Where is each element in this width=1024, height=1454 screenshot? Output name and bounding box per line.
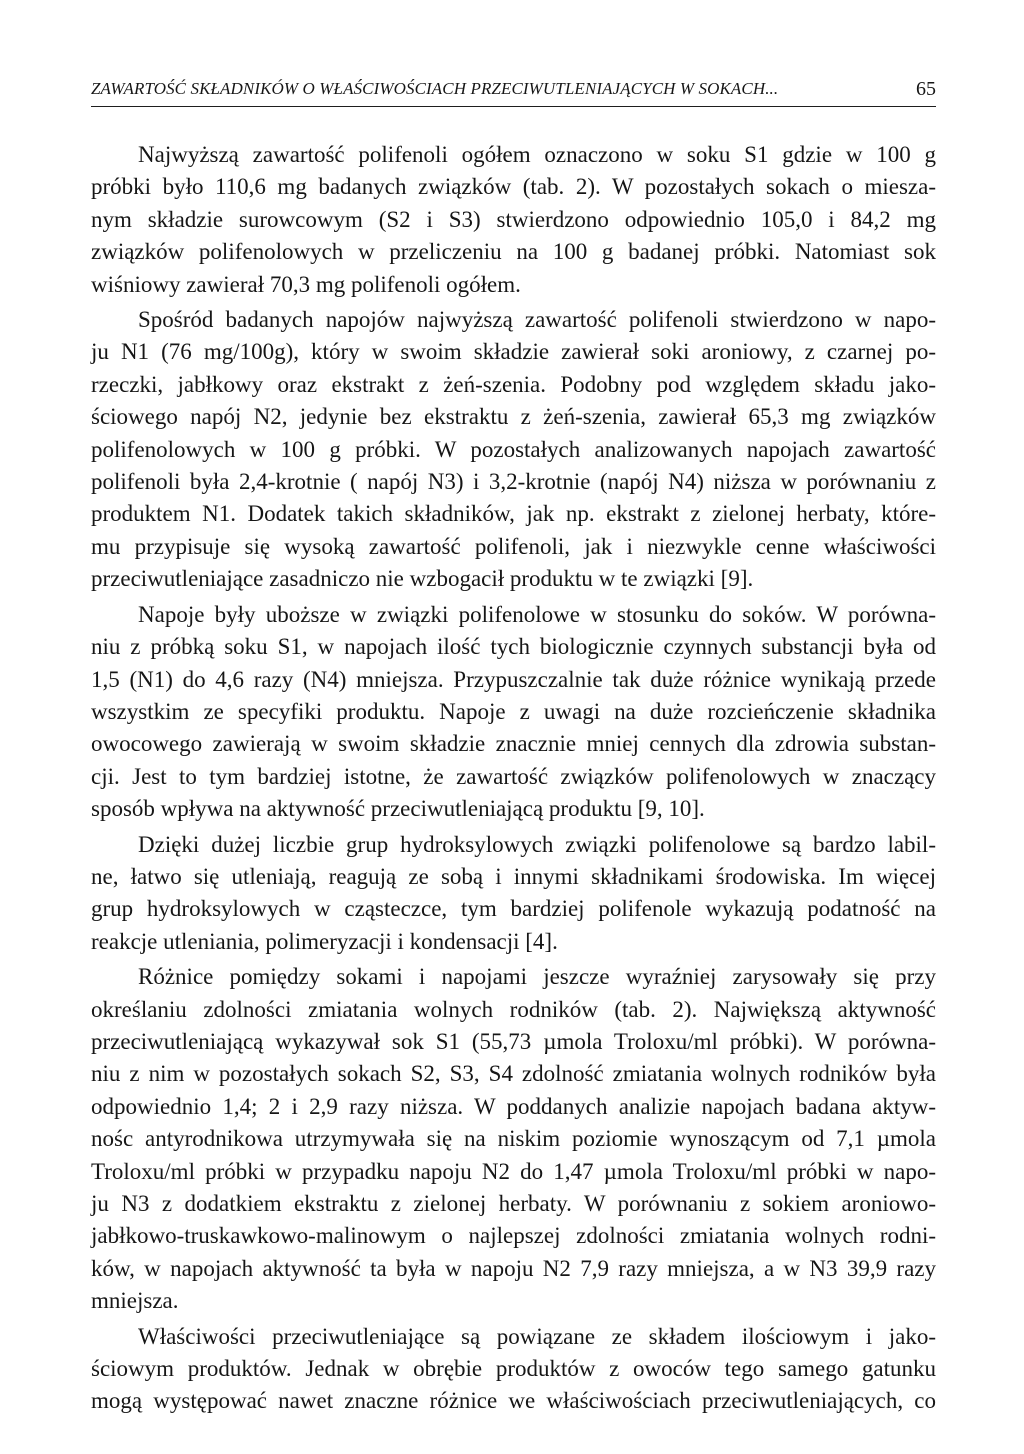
text-line: ściowego napój N2, jedynie bez ekstraktu z żeń-szenia, zawierał 65,3 mg związków: [91, 404, 936, 430]
text-line: sposób wpływa na aktywność przeciwutleniającą produktu [9, 10].: [91, 796, 705, 822]
text-line: ków, w napojach aktywność ta była w napoju N2 7,9 razy mniejsza, a w N3 39,9 razy: [91, 1255, 936, 1281]
paragraph: [91, 599, 936, 826]
text-line: Różnice pomiędzy sokami i napojami jeszcze wyraźniej zarysowały się przy: [138, 964, 936, 990]
paragraph: [91, 1321, 936, 1418]
page-number: 65: [916, 78, 936, 100]
running-header: [91, 76, 936, 106]
paragraph: [91, 829, 936, 959]
text-line: odpowiednio 1,4; 2 i 2,9 razy niższa. W poddanych analizie napojach badana aktyw-: [91, 1093, 936, 1119]
text-line: ściowym produktów. Jednak w obrębie produktów z owoców tego samego gatunku: [91, 1356, 936, 1382]
paragraph: [91, 961, 936, 1317]
text-line: Troloxu/ml próbki w przypadku napoju N2 do 1,47 µmola Troloxu/ml próbki w napo-: [91, 1158, 936, 1184]
text-line: ju N3 z dodatkiem ekstraktu z zielonej herbaty. W porównaniu z sokiem aroniowo-: [91, 1191, 936, 1216]
text-line: grup hydroksylowych w cząsteczce, tym bardziej polifenole wykazują podatność na: [91, 896, 936, 922]
text-line: związków polifenolowych w przeliczeniu na 100 g badanej próbki. Natomiast sok: [91, 239, 936, 265]
text-line: mu przypisuje się wysoką zawartość polifenoli, jak i niezwykle cenne właściwości: [91, 533, 936, 559]
paragraph: [91, 304, 936, 596]
text-line: przeciwutleniające zasadniczo nie wzbogacił produktu w te związki [9].: [91, 566, 754, 592]
text-line: określaniu zdolności zmiatania wolnych rodników (tab. 2). Największą aktywność: [91, 996, 936, 1022]
header-rule: [91, 106, 936, 107]
text-line: nośc antyrodnikowa utrzymywała się na niskim poziomie wynoszącym od 7,1 µmola: [91, 1126, 936, 1152]
text-line: reakcje utleniania, polimeryzacji i kondensacji [4].: [91, 928, 558, 954]
text-line: Napoje były uboższe w związki polifenolowe w stosunku do soków. W porówna-: [138, 601, 936, 627]
text-line: wiśniowy zawierał 70,3 mg polifenoli ogółem.: [91, 271, 521, 297]
paragraph: [91, 139, 936, 301]
text-line: niu z próbką soku S1, w napojach ilość tych biologicznie czynnych substancji była od: [91, 634, 936, 660]
text-line: produktem N1. Dodatek takich składników, jak np. ekstrakt z zielonej herbaty, które-: [91, 501, 936, 527]
text-line: próbki było 110,6 mg badanych związków (tab. 2). W pozostałych sokach o miesza-: [91, 174, 936, 200]
text-line: 1,5 (N1) do 4,6 razy (N4) mniejsza. Przypuszczalnie tak duże różnice wynikają przede: [91, 666, 936, 692]
text-line: nym składzie surowcowym (S2 i S3) stwierdzono odpowiednio 105,0 i 84,2 mg: [91, 206, 936, 232]
text-line: Dzięki dużej liczbie grup hydroksylowych związki polifenolowe są bardzo labil-: [138, 831, 936, 857]
running-title: ZAWARTOŚĆ SKŁADNIKÓW O WŁAŚCIWOŚCIACH PRZECIWUTLENIAJĄCYCH W SOKACH...: [91, 79, 779, 98]
text-line: Właściwości przeciwutleniające są powiązane ze składem ilościowym i jako-: [138, 1323, 936, 1349]
text-line: polifenolowych w 100 g próbki. W pozostałych analizowanych napojach zawartość: [91, 436, 936, 462]
text-line: owocowego zawierają w swoim składzie znacznie mniej cennych dla zdrowia substan-: [91, 731, 936, 757]
text-line: rzeczki, jabłkowy oraz ekstrakt z żeń-szenia. Podobny pod względem składu jako-: [91, 371, 936, 397]
text-line: cji. Jest to tym bardziej istotne, że zawartość związków polifenolowych w znaczący: [91, 763, 936, 789]
text-line: mniejsza.: [91, 1288, 179, 1314]
text-line: ju N1 (76 mg/100g), który w swoim składzie zawierał soki aroniowy, z czarnej po-: [91, 339, 936, 365]
text-line: jabłkowo-truskawkowo-malinowym o najlepszej zdolności zmiatania wolnych rodni-: [91, 1223, 936, 1249]
text-line: niu z nim w pozostałych sokach S2, S3, S4 zdolność zmiatania wolnych rodników była: [91, 1061, 936, 1087]
text-line: Najwyższą zawartość polifenoli ogółem oznaczono w soku S1 gdzie w 100 g: [138, 142, 936, 167]
text-line: Spośród badanych napojów najwyższą zawartość polifenoli stwierdzono w napo-: [138, 307, 936, 333]
text-line: wszystkim ze specyfiki produktu. Napoje z uwagi na duże rozcieńczenie składnika: [91, 698, 936, 724]
body-text: [91, 139, 936, 1421]
text-line: ne, łatwo się utleniają, reagują ze sobą i innymi składnikami środowiska. Im więcej: [91, 863, 936, 889]
text-line: polifenoli była 2,4-krotnie ( napój N3) i 3,2-krotnie (napój N4) niższa w porównaniu z: [91, 469, 936, 495]
text-line: przeciwutleniającą wykazywał sok S1 (55,73 µmola Troloxu/ml próbki). W porówna-: [91, 1028, 936, 1054]
text-line: mogą występować nawet znaczne różnice we właściwościach przeciwutleniających, co: [91, 1388, 936, 1414]
